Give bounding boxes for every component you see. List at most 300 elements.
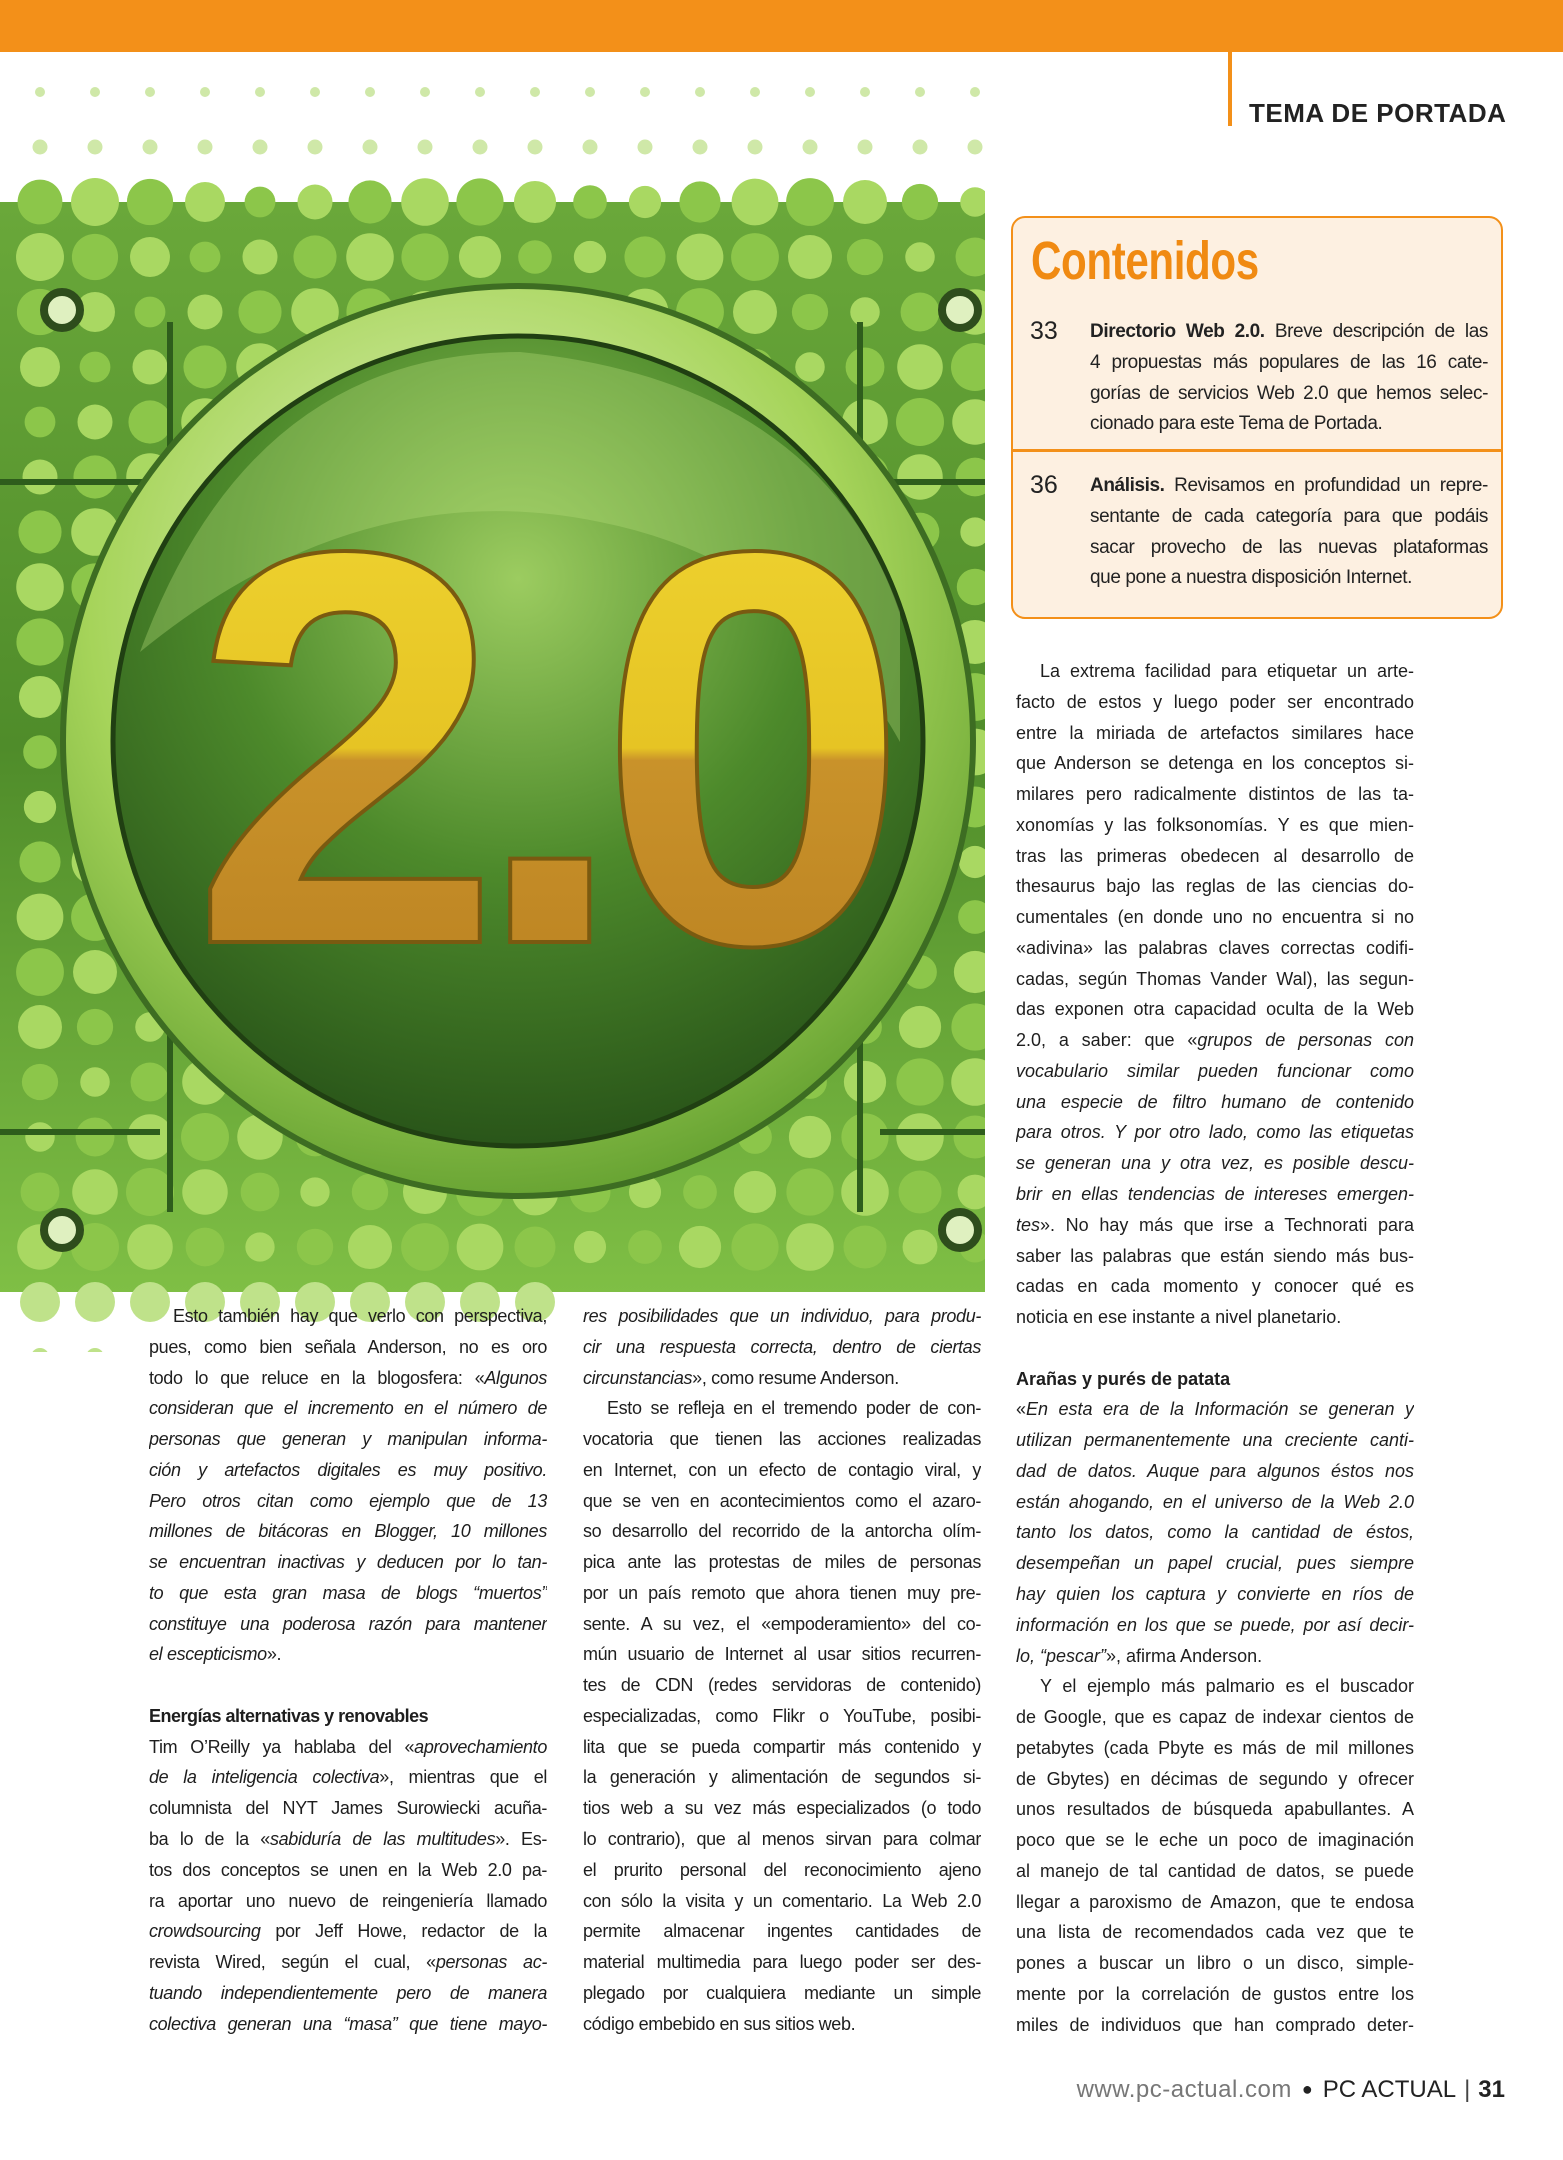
text-run: pica ante las protestas de miles de personas: [583, 1552, 981, 1573]
decor-dot: [17, 894, 64, 941]
italic-quote: millones de bitácoras en Blogger, 10 millones: [149, 1521, 547, 1542]
decor-dot: [352, 1174, 388, 1210]
page-footer: [1077, 2076, 1505, 2104]
text-run: lo contrario), que al menos sirvan para colmar: [583, 1829, 981, 1850]
text-line: [583, 1855, 981, 1886]
decor-dot: [88, 140, 103, 155]
decor-dot: [901, 293, 940, 332]
decor-dot: [73, 950, 117, 994]
text-run: ». Es-: [495, 1829, 547, 1850]
decor-dot: [130, 237, 170, 277]
text-run: que Anderson se detenga en los conceptos si-: [1016, 753, 1414, 774]
decor-dot: [748, 140, 763, 155]
text-run: La extrema facilidad para etiquetar un arte-: [1040, 661, 1414, 681]
decor-dot: [126, 1168, 174, 1216]
text-run: mún usuario de Internet al usar sitios recurren-: [583, 1644, 981, 1665]
contents-item-text: [1090, 471, 1488, 594]
decor-dot: [200, 87, 210, 97]
decor-dot: [365, 87, 375, 97]
text-line: [149, 1762, 547, 1793]
text-line: [583, 1916, 981, 1947]
text-line: [149, 1609, 547, 1640]
text-line: [1016, 1271, 1414, 1302]
text-line: [149, 2009, 547, 2040]
decor-dot: [80, 1067, 110, 1097]
text-run: todo lo que reluce en la blogosfera: «: [149, 1367, 485, 1388]
decor-dot: [80, 352, 111, 383]
decor-dot: [183, 345, 226, 388]
badge-2-0-text: 2.0: [190, 435, 880, 1061]
decor-dot: [585, 87, 595, 97]
italic-quote: ción y artefactos digitales es muy positivo.: [149, 1459, 547, 1480]
decor-dot: [300, 1177, 329, 1206]
text-run: el prurito personal del reconocimiento ajeno: [583, 1859, 981, 1880]
italic-quote: tes: [1016, 1214, 1041, 1235]
text-line: [149, 1793, 547, 1824]
decor-dot: [253, 140, 268, 155]
decor-dot: [310, 87, 320, 97]
text-line: [149, 1455, 547, 1486]
decor-dot: [241, 1173, 280, 1212]
decor-dot: [245, 187, 276, 218]
decor-dot: [896, 1113, 944, 1161]
text-run: thesaurus bajo las reglas de las ciencias do-: [1016, 876, 1414, 897]
text-run: permite almacenar ingentes cantidades de: [583, 1921, 981, 1942]
text-run: tras las primeras obedecen al desarrollo de: [1016, 845, 1414, 866]
text-run: miles de individuos que han comprado deter-: [1016, 2014, 1414, 2035]
decor-dot: [190, 242, 221, 273]
text-line: [1016, 1487, 1414, 1518]
decor-dot: [18, 1005, 62, 1049]
decor-dot: [16, 618, 63, 665]
text-line: [1016, 2010, 1414, 2041]
text-run: con sólo la visita y un comentario. La Web 2.0: [583, 1890, 981, 1911]
contents-text: gorías de servicios Web 2.0 que hemos selec-: [1090, 382, 1488, 404]
top-orange-bar: [0, 0, 1563, 52]
decor-dot: [25, 1122, 55, 1152]
text-line: [1016, 810, 1414, 841]
decor-dot: [308, 140, 323, 155]
decor-dot: [25, 407, 56, 438]
decor-dot: [127, 1114, 173, 1160]
decor-dot: [401, 178, 449, 226]
text-line: [583, 1793, 981, 1824]
italic-quote: hay quien los captura y convierte en ríos de: [1016, 1583, 1414, 1604]
decor-dot: [628, 1230, 662, 1264]
text-run: das exponen otra capacidad oculta de la Web: [1016, 999, 1414, 1020]
decor-dot: [18, 510, 61, 553]
decor-dot: [734, 1171, 776, 1213]
decor-dot: [792, 294, 828, 330]
text-line: [1016, 748, 1414, 779]
text-run: Esto se refleja en el tremendo poder de con-: [607, 1398, 981, 1419]
section-title: TEMA DE PORTADA: [1249, 98, 1507, 128]
decor-dot: [841, 1113, 888, 1160]
decor-dot: [18, 180, 63, 225]
contents-text: 4 propuestas más populares de las 16 cate-: [1090, 351, 1488, 373]
text-line: [1016, 1148, 1414, 1179]
text-run: pones a buscar un libro o un disco, simple-: [1016, 1953, 1414, 1974]
section-heading: [1016, 1364, 1414, 1395]
text-line: [149, 1824, 547, 1855]
decor-dot: [35, 87, 45, 97]
decor-dot: [72, 234, 118, 280]
footer-separator: |: [1464, 2076, 1471, 2103]
decor-dot: [844, 1061, 886, 1103]
decor-dot: [750, 87, 760, 97]
text-run: Tim O’Reilly ya hablaba del «: [149, 1736, 415, 1757]
italic-quote: res posibilidades que un individuo, para produ-: [583, 1306, 981, 1326]
text-run: ». No hay más que irse a Technorati para: [1040, 1214, 1414, 1235]
text-line: [583, 1609, 981, 1640]
decor-dot: [16, 233, 64, 281]
decor-dot: [346, 233, 394, 281]
footer-url[interactable]: www.pc-actual.com: [1076, 2076, 1292, 2103]
text-line: [1016, 1087, 1414, 1118]
text-line: [1016, 841, 1414, 872]
italic-quote: grupos de personas con: [1197, 1030, 1414, 1051]
text-run: cumentales (en donde uno no encuentra si no: [1016, 907, 1414, 928]
decor-dot: [898, 1170, 941, 1213]
text-run: pues, como bien señala Anderson, no es oro: [149, 1336, 547, 1357]
italic-quote: tuando independientemente pero de manera: [149, 1982, 547, 2003]
text-run: en Internet, con un efecto de contagio viral, y: [583, 1459, 981, 1480]
contents-line: [1090, 348, 1488, 379]
text-line: [583, 1547, 981, 1578]
contents-line: [1090, 471, 1488, 502]
italic-quote: se encuentran inactivas y deducen por lo tan-: [149, 1552, 547, 1573]
text-line: [1016, 1517, 1414, 1548]
text-line: [149, 1332, 547, 1363]
italic-quote: para otros. Y por otro lado, como las etiquetas: [1016, 1122, 1414, 1143]
text-line: [1016, 1733, 1414, 1764]
text-line: [1016, 1333, 1414, 1364]
decor-dot: [897, 344, 943, 390]
decor-dot: [127, 179, 173, 225]
decor-dot: [143, 140, 158, 155]
decor-dot: [679, 1226, 721, 1268]
text-line: [1016, 1210, 1414, 1241]
text-line: [583, 1639, 981, 1670]
text-line: [583, 1393, 981, 1424]
decor-dot: [72, 1169, 118, 1215]
text-run: al manejo de tal cantidad de datos, se puede: [1016, 1860, 1414, 1881]
text-run: tos dos conceptos se unen en la Web 2.0 pa-: [149, 1859, 547, 1880]
decor-dot: [71, 178, 119, 226]
italic-quote: sabiduría de las multitudes: [269, 1829, 496, 1850]
decor-dot: [457, 1224, 504, 1271]
decor-dot: [297, 1229, 333, 1265]
decor-dot: [789, 1116, 831, 1158]
text-line: [149, 1978, 547, 2009]
decor-dot: [733, 290, 777, 334]
italic-quote: consideran que el incremento en el número de: [149, 1398, 547, 1419]
text-run: unos resultados de búsqueda apabullantes. A: [1016, 1799, 1414, 1820]
decor-dot: [795, 352, 825, 382]
text-run: Energías alternativas y renovables: [149, 1705, 429, 1726]
text-line: [583, 1670, 981, 1701]
italic-quote: el escepticismo: [149, 1644, 267, 1665]
decor-dot: [677, 234, 724, 281]
text-run: entre la miriada de artefactos similares hace: [1016, 722, 1414, 743]
decor-dot: [574, 1231, 606, 1263]
contents-line: [1090, 533, 1488, 564]
decor-dot: [363, 140, 378, 155]
decor-dot: [899, 1006, 941, 1048]
article-column-1: [149, 1301, 547, 2039]
decor-dot: [805, 87, 815, 97]
decor-dot: [514, 1226, 555, 1267]
text-line: [583, 1947, 981, 1978]
decor-dot: [788, 235, 832, 279]
text-run: cadas, según Thomas Vander Wal), las segun-: [1016, 968, 1414, 989]
text-run: ».: [266, 1644, 282, 1665]
text-line: [583, 1516, 981, 1547]
text-run: código embebido en sus sitios web.: [583, 2013, 856, 2034]
decor-dot: [803, 140, 818, 155]
text-line: [149, 1732, 547, 1763]
decor-dot: [903, 1230, 938, 1265]
text-run: ba lo de la «: [149, 1829, 270, 1850]
decor-dot: [77, 404, 112, 439]
decor-dot: [293, 235, 336, 278]
text-run: cadas en cada momento y conocer qué es: [1016, 1276, 1414, 1297]
decor-dot: [693, 140, 708, 155]
section-heading: [149, 1701, 547, 1732]
text-run: lita que se pueda compartir más contenido y: [583, 1736, 981, 1757]
decor-dot: [731, 1223, 778, 1270]
text-line: [1016, 1856, 1414, 1887]
decor-dot: [187, 294, 222, 329]
text-line: [149, 1393, 547, 1424]
decor-dot: [518, 240, 552, 274]
decor-dot: [902, 184, 938, 220]
decor-dot: [20, 1282, 60, 1322]
text-line: [149, 1670, 547, 1701]
decor-dot: [76, 1118, 115, 1157]
decor-dot: [695, 87, 705, 97]
text-line: [1016, 1794, 1414, 1825]
text-line: [583, 1701, 981, 1732]
text-line: [149, 1886, 547, 1917]
decor-dot: [913, 140, 928, 155]
text-line: [1016, 1702, 1414, 1733]
decor-dot: [574, 241, 606, 273]
text-line: [1016, 902, 1414, 933]
decor-dot: [624, 236, 665, 277]
text-line: [583, 1455, 981, 1486]
text-line: [1016, 1948, 1414, 1979]
text-line: [149, 1578, 547, 1609]
text-run: de Gbytes) en décimas de segundo y ofrecer: [1016, 1768, 1414, 1789]
decor-dot: [528, 140, 543, 155]
text-line: [583, 1363, 981, 1394]
text-line: [1016, 871, 1414, 902]
contents-text: sentante de cada categoría para que podáis: [1090, 505, 1488, 527]
decor-dot: [915, 87, 925, 97]
text-line: [149, 1855, 547, 1886]
contents-text: Breve descripción de las: [1264, 321, 1488, 342]
italic-quote: Pero otros citan como ejemplo que de 13: [149, 1490, 547, 1511]
text-line: [149, 1547, 547, 1578]
text-line: [1016, 1025, 1414, 1056]
text-run: por Jeff Howe, redactor de la: [260, 1921, 547, 1942]
italic-quote: crowdsourcing: [149, 1921, 261, 1942]
italic-quote: En esta era de la Información se generan y: [1026, 1399, 1414, 1420]
contents-line: [1090, 379, 1488, 410]
decor-dot: [583, 140, 598, 155]
contents-line: [1090, 502, 1488, 533]
text-run: facto de estos y luego poder ser encontrado: [1016, 691, 1414, 712]
decor-dot: [185, 182, 225, 222]
decor-dot: [970, 87, 980, 97]
text-line: [1016, 1456, 1414, 1487]
italic-quote: to que esta gran masa de blogs “muertos”: [149, 1582, 547, 1603]
text-line: [583, 1332, 981, 1363]
article-column-3: [1016, 656, 1414, 2040]
text-line: [583, 1886, 981, 1917]
bullet-icon: ●: [1301, 2079, 1313, 2099]
decor-dot: [75, 1282, 115, 1322]
text-line: [1016, 656, 1414, 687]
italic-quote: aprovechamiento: [414, 1736, 547, 1757]
text-run: por un país remoto que ahora tienen muy pre-: [583, 1582, 981, 1603]
italic-quote: cir una respuesta correcta, dentro de ciertas: [583, 1336, 981, 1357]
contents-divider: [1013, 449, 1501, 452]
decor-dot: [145, 87, 155, 97]
decor-dot: [418, 140, 433, 155]
decor-dot: [242, 239, 277, 274]
text-line: [149, 1947, 547, 1978]
page-number: 31: [1478, 2076, 1505, 2103]
decor-dot: [573, 185, 607, 219]
text-line: [149, 1301, 547, 1332]
decor-dot: [182, 1169, 228, 1215]
contents-text: sacar provecho de las nuevas plataformas: [1090, 536, 1488, 558]
contents-title: Contenidos: [1031, 231, 1259, 291]
text-line: [1016, 1610, 1414, 1641]
text-run: columnista del NYT James Surowiecki acuña-: [149, 1798, 547, 1819]
italic-quote: vocabulario similar pueden funcionar como: [1016, 1060, 1414, 1081]
contents-item-text: [1090, 317, 1488, 440]
text-run: ra aportar uno nuevo de reingeniería llamado: [149, 1890, 547, 1911]
text-line: [1016, 964, 1414, 995]
decor-dot: [19, 676, 61, 718]
decor-dot: [456, 178, 503, 225]
text-run: vocatoria que tienen las acciones realizadas: [583, 1429, 981, 1450]
text-line: [583, 1762, 981, 1793]
decor-dot: [896, 398, 944, 446]
text-run: tios web a su vez más especializados (o todo: [583, 1798, 981, 1819]
decor-dot: [16, 948, 64, 996]
text-line: [1016, 779, 1414, 810]
italic-quote: colectiva generan una “masa” que tiene mayo-: [149, 2013, 547, 2034]
text-run: material multimedia para luego poder ser des-: [583, 1952, 981, 1973]
contents-text: que pone a nuestra disposición Internet.: [1090, 567, 1413, 589]
text-run: llegar a paroxismo de Amazon, que te endosa: [1016, 1891, 1414, 1912]
text-line: [583, 1824, 981, 1855]
decor-dot: [127, 1224, 173, 1270]
decor-dot: [640, 87, 650, 97]
text-line: [1016, 1825, 1414, 1856]
text-run: «adivina» las palabras claves correctas codifi-: [1016, 937, 1414, 958]
decor-dot: [629, 186, 661, 218]
text-run: de Google, que es capaz de indexar cientos de: [1016, 1707, 1414, 1728]
text-run: plegado por cualquiera mediante un simple: [583, 1982, 981, 2003]
decor-dot: [514, 181, 556, 223]
text-run: «: [1016, 1399, 1027, 1420]
decor-dot: [860, 87, 870, 97]
text-line: [1016, 1887, 1414, 1918]
decor-dot: [348, 1225, 392, 1269]
text-run: revista Wired, según el cual, «: [149, 1952, 436, 1973]
decor-dot: [530, 87, 540, 97]
text-run: xonomías y las folksonomías. Y es que mien-: [1016, 814, 1414, 835]
decor-dot: [77, 1009, 113, 1045]
decor-dot: [33, 140, 48, 155]
text-line: [149, 1916, 547, 1947]
decor-dot: [128, 400, 171, 443]
italic-quote: desempeñan un papel crucial, pues siempre: [1016, 1553, 1414, 1574]
text-line: [1016, 1241, 1414, 1272]
decor-dot: [401, 1223, 449, 1271]
text-run: milares pero radicalmente distintos de las ta-: [1016, 784, 1414, 805]
decor-dot: [638, 140, 653, 155]
decor-dot: [420, 87, 430, 97]
text-line: [149, 1516, 547, 1547]
decor-dot: [198, 140, 213, 155]
decor-dot: [401, 233, 448, 280]
contents-line: [1090, 317, 1488, 348]
footer-magazine: PC ACTUAL: [1322, 2076, 1457, 2103]
italic-quote: circunstancias: [583, 1367, 693, 1388]
web-2-0-illustration: [0, 52, 985, 1352]
text-run: Y el ejemplo más palmario es el buscador: [1040, 1676, 1414, 1697]
decor-dot: [897, 454, 943, 500]
decor-dot: [732, 179, 779, 226]
decor-dot: [846, 348, 885, 387]
text-line: [583, 1578, 981, 1609]
text-line: [1016, 933, 1414, 964]
text-line: [1016, 687, 1414, 718]
italic-quote: constituye una poderosa razón para mantener: [149, 1613, 547, 1634]
decor-dot: [73, 455, 116, 498]
text-line: [1016, 1979, 1414, 2010]
decor-dot: [475, 87, 485, 97]
text-line: [1016, 1302, 1414, 1333]
text-line: [149, 1363, 547, 1394]
decor-dot: [850, 297, 880, 327]
decor-dot: [786, 178, 834, 226]
italic-quote: personas que generan y manipulan informa-: [149, 1429, 547, 1450]
contents-box: [1011, 216, 1503, 619]
decor-dot: [90, 87, 100, 97]
decor-dot: [905, 242, 935, 272]
text-line: [1016, 1425, 1414, 1456]
text-line: [1016, 1394, 1414, 1425]
contents-page-number: 36: [1030, 471, 1058, 499]
text-run: la generación y alimentación de segundos si-: [583, 1767, 981, 1788]
text-run: mente por la correlación de gustos entre los: [1016, 1983, 1414, 2004]
text-line: [583, 1732, 981, 1763]
decor-dot: [255, 87, 265, 97]
decor-dot: [245, 1232, 274, 1261]
contents-line: [1090, 563, 1488, 594]
decor-dot: [21, 1173, 60, 1212]
decor-dot: [181, 1113, 229, 1161]
contents-page-number: 33: [1030, 317, 1058, 345]
decor-dot: [20, 347, 60, 387]
